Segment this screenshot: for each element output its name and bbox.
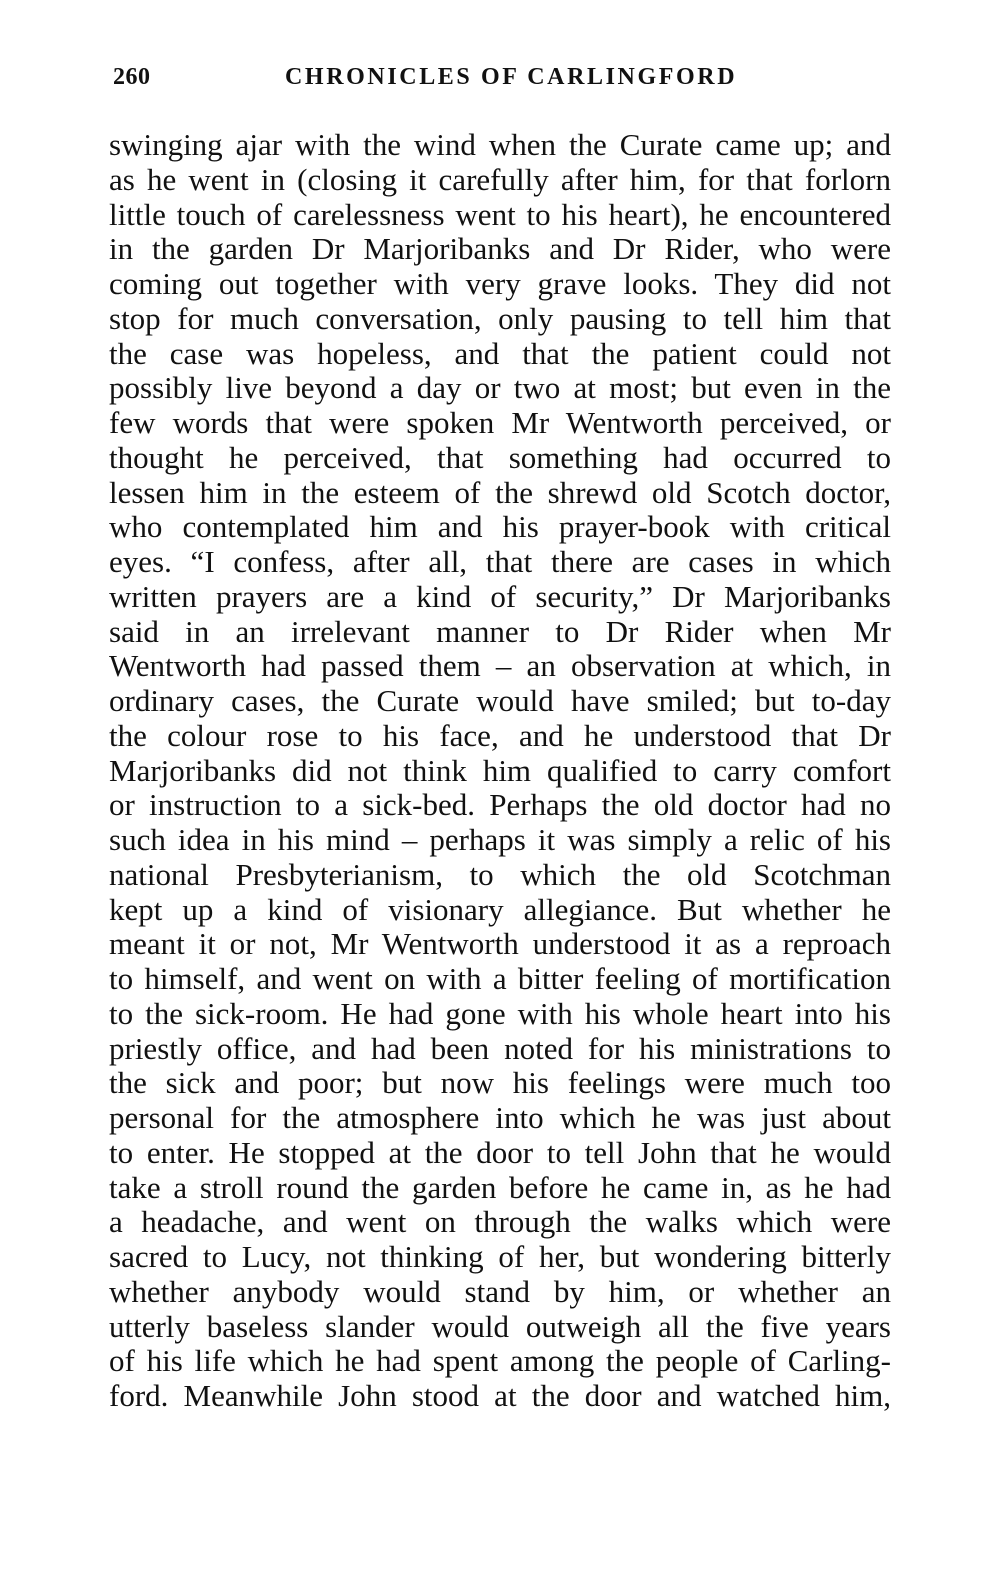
text-line: stop for much conversation, only pausing to tell him that [109, 300, 891, 336]
text-line: Wentworth had passed them – an observation at which, in [109, 648, 891, 684]
text-line: the sick and poor; but now his feelings were much too [109, 1065, 891, 1101]
text-line: lessen him in the esteem of the shrewd old Scotch doctor, [109, 474, 891, 510]
text-line: national Presbyterianism, to which the old Scotchman [109, 856, 891, 892]
text-line: or instruction to a sick-bed. Perhaps the old doctor had no [109, 787, 891, 823]
running-title: CHRONICLES OF CARLINGFORD [285, 64, 738, 90]
text-line: whether anybody would stand by him, or whether an [109, 1273, 891, 1309]
text-line: few words that were spoken Mr Wentworth perceived, or [109, 405, 891, 440]
text-line: sacred to Lucy, not thinking of her, but wondering bitterly [109, 1239, 891, 1274]
text-line: ordinary cases, the Curate would have smiled; but to-day [109, 683, 891, 718]
text-line: in the garden Dr Marjoribanks and Dr Rider, who were [109, 231, 891, 267]
text-line: as he went in (closing it carefully after him, for that forlorn [109, 161, 891, 197]
text-line: meant it or not, Mr Wentworth understood it as a reproach [109, 926, 891, 962]
body-text [109, 128, 891, 1414]
text-line: thought he perceived, that something had occurred to [109, 439, 891, 475]
text-line: to enter. He stopped at the door to tell John that he would [109, 1134, 891, 1170]
text-line: of his life which he had spent among the people of Carling- [109, 1343, 891, 1379]
text-line: written prayers are a kind of security,” Dr Marjoribanks [109, 578, 891, 614]
page-number: 260 [113, 64, 151, 90]
page-header [113, 64, 893, 100]
text-line: the case was hopeless, and that the patient could not [109, 335, 891, 371]
text-line: possibly live beyond a day or two at most; but even in the [109, 370, 891, 406]
text-line: personal for the atmosphere into which he was just about [109, 1100, 891, 1135]
text-line: ford. Meanwhile John stood at the door and watched him, [109, 1378, 891, 1413]
text-line: priestly office, and had been noted for his ministrations to [109, 1030, 891, 1066]
text-line: take a stroll round the garden before he came in, as he had [109, 1169, 891, 1205]
text-line: such idea in his mind – perhaps it was simply a relic of his [109, 822, 891, 857]
text-line: kept up a kind of visionary allegiance. But whether he [109, 891, 891, 927]
text-line: swinging ajar with the wind when the Curate came up; and [109, 127, 891, 162]
text-line: to himself, and went on with a bitter feeling of mortification [109, 961, 891, 996]
text-line: coming out together with very grave looks. They did not [109, 266, 891, 301]
text-line: Marjoribanks did not think him qualified to carry comfort [109, 752, 891, 788]
text-line: eyes. “I confess, after all, that there are cases in which [109, 544, 891, 579]
text-line: little touch of carelessness went to his heart), he encountered [109, 196, 891, 232]
text-line: who contemplated him and his prayer-book with critical [109, 509, 891, 545]
text-line: a headache, and went on through the walks which were [109, 1204, 891, 1240]
text-line: utterly baseless slander would outweigh all the five years [109, 1308, 891, 1344]
text-line: the colour rose to his face, and he understood that Dr [109, 717, 891, 753]
text-line: to the sick-room. He had gone with his whole heart into his [109, 995, 891, 1031]
text-line: said in an irrelevant manner to Dr Rider when Mr [109, 613, 891, 649]
